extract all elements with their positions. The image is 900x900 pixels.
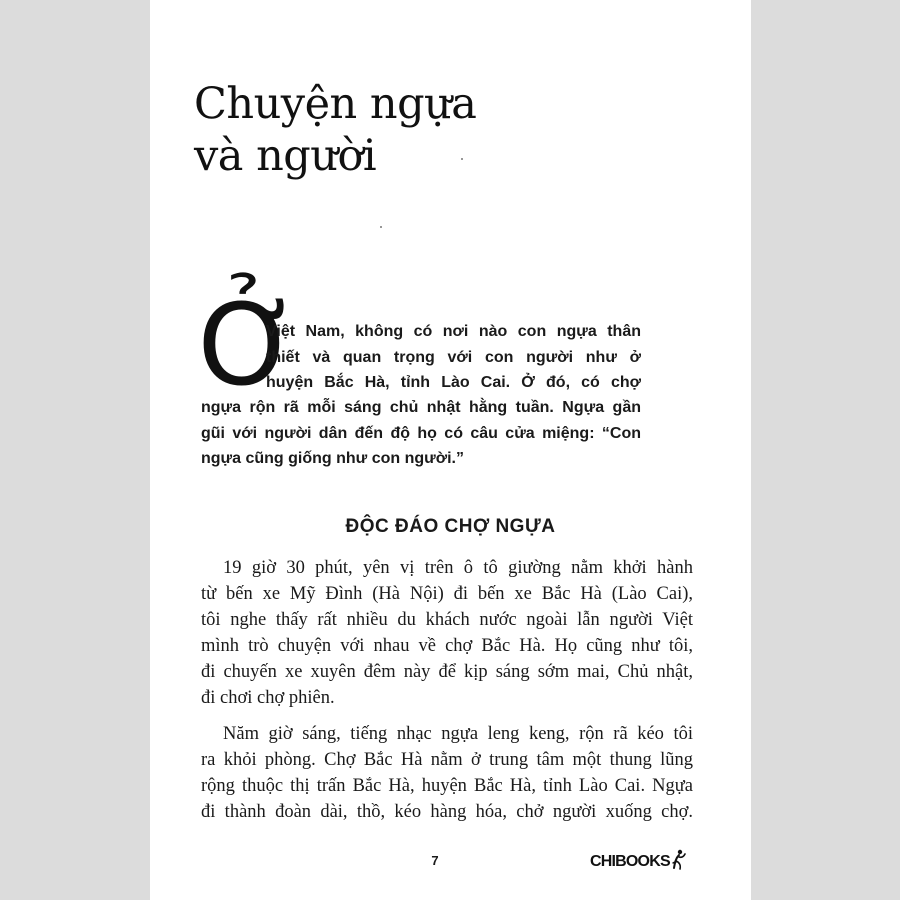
body-line: ra khỏi phòng. Chợ Bắc Hà nằm ở trung tâm một thung lũng xyxy=(201,750,693,770)
chapter-title-line-2: và người xyxy=(194,131,377,181)
body-line: mình trò chuyện với nhau về chợ Bắc Hà. Họ cũng như tôi, xyxy=(201,636,693,656)
intro-line: thiết và quan trọng với con người như ở xyxy=(266,349,641,366)
chapter-title-line-1: Chuyện ngựa xyxy=(194,79,477,129)
body-line: Năm giờ sáng, tiếng nhạc ngựa leng keng, rộn rã kéo tôi xyxy=(223,724,693,744)
intro-line: Việt Nam, không có nơi nào con ngựa thân xyxy=(266,323,641,340)
leaf-figure-icon xyxy=(670,849,686,871)
body-line: tôi nghe thấy rất nhiều du khách nước ngoài lẫn người Việt xyxy=(201,610,693,630)
chapter-title xyxy=(194,78,476,182)
section-heading: ĐỘC ĐÁO CHỢ NGỰA xyxy=(345,516,556,537)
publisher-logo xyxy=(590,849,686,871)
body-line: đi chơi chợ phiên. xyxy=(201,688,335,708)
body-line: đi chuyến xe xuyên đêm này để kịp sáng sớm mai, Chủ nhật, xyxy=(201,662,693,682)
body-line: từ bến xe Mỹ Đình (Hà Nội) đi bến xe Bắc Hà (Lào Cai), xyxy=(201,584,693,604)
intro-line: ngựa rộn rã mỗi sáng chủ nhật hằng tuần. Ngựa gần xyxy=(201,399,641,416)
print-speck xyxy=(380,226,382,228)
page-number: 7 xyxy=(431,853,439,868)
intro-line: gũi với người dân đến độ họ có câu cửa miệng: “Con xyxy=(201,425,641,442)
body-line: 19 giờ 30 phút, yên vị trên ô tô giường nằm khởi hành xyxy=(223,558,693,578)
book-page xyxy=(150,0,751,900)
publisher-name: CHIBOOKS xyxy=(590,853,670,870)
drop-cap: Ở xyxy=(198,281,301,411)
body-line: rộng thuộc thị trấn Bắc Hà, huyện Bắc Hà, tỉnh Lào Cai. Ngựa xyxy=(201,776,693,796)
body-line: đi thành đoàn dài, thồ, kéo hàng hóa, chở người xuống chợ. xyxy=(201,802,693,822)
print-speck xyxy=(461,158,463,160)
intro-line: ngựa cũng giống như con người.” xyxy=(201,450,464,467)
intro-line: huyện Bắc Hà, tỉnh Lào Cai. Ở đó, có chợ xyxy=(266,374,641,391)
